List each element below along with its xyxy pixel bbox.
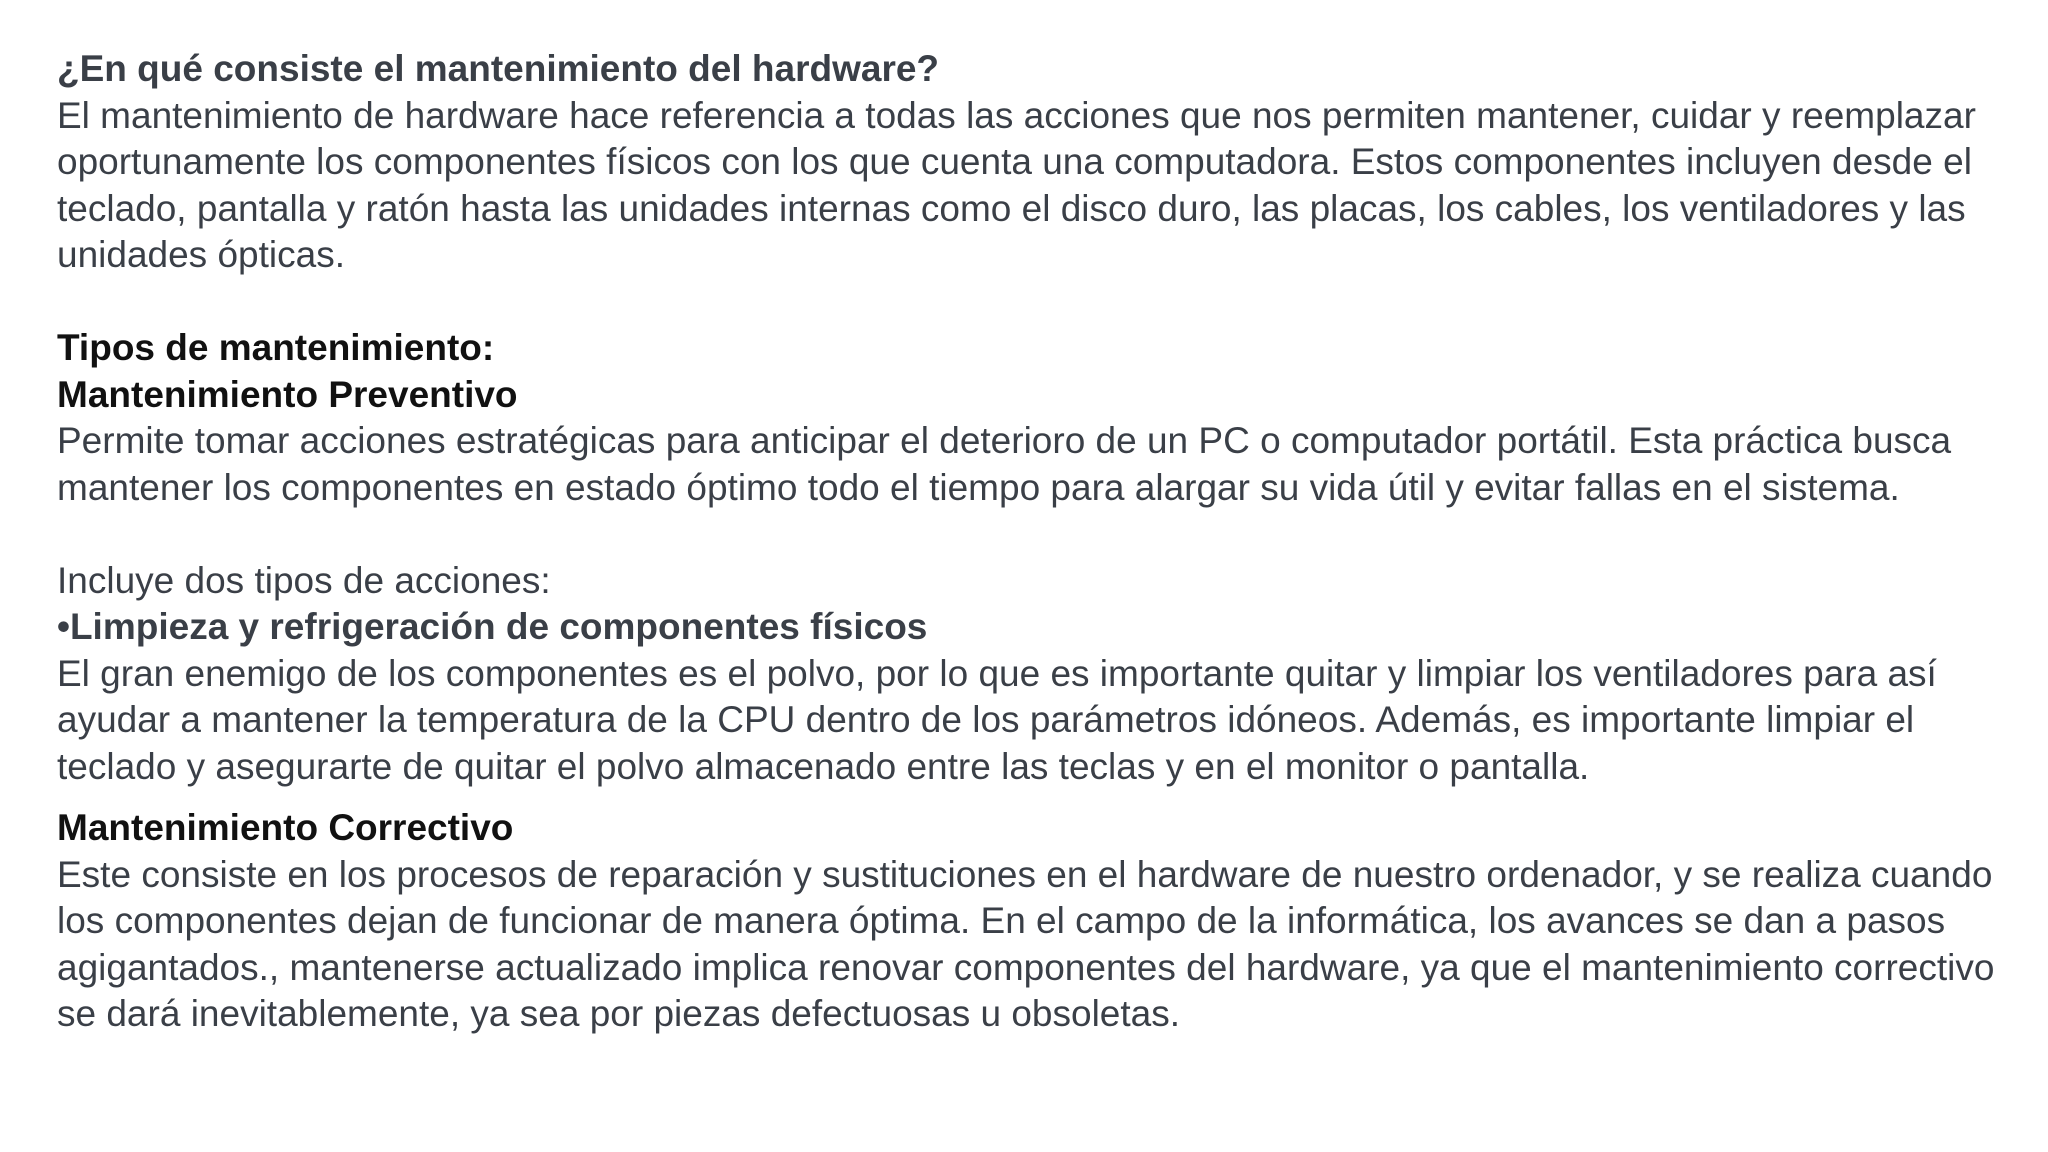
intro-heading: ¿En qué consiste el mantenimiento del hardware? [57,48,940,89]
spacer [57,511,2017,558]
document-body [57,46,2017,1038]
actions-intro: Incluye dos tipos de acciones: [57,559,551,601]
preventive-paragraph: Permite tomar acciones estratégicas para anticipar el deterioro de un PC o computador portátil. Esta práctica busca mantener los componentes en estado óptimo todo el tiempo para alargar su vida útil y evitar fallas en el sistema. [57,420,1952,508]
spacer [57,279,2017,326]
action-cleaning-paragraph: El gran enemigo de los componentes es el polvo, por lo que es importante quitar y limpiar los ventiladores para así ayudar a mantener la temperatura de la CPU dentro de los parámetros idóneos. Además, es importante limpiar el teclado y asegurarte de quitar el polvo almacenado entre las teclas y en el monitor o pantalla. [57,652,1937,787]
preventive-heading: Mantenimiento Preventivo [57,373,518,415]
action-cleaning-heading: •Limpieza y refrigeración de componentes físicos [57,606,928,647]
spacer [57,790,2017,805]
corrective-heading: Mantenimiento Correctivo [57,807,514,848]
types-heading: Tipos de mantenimiento: [57,327,495,368]
corrective-paragraph: Este consiste en los procesos de reparación y sustituciones en el hardware de nuestro ordenador, y se realiza cuando los componentes dejan de funcionar de manera óptima. En el campo de la informática, los avances se dan a pasos agigantados., mantenerse actualizado implica renovar componentes del hardware, ya que el mantenimiento correctivo se dará inevitablemente, ya sea por piezas defectuosas u obsoletas. [57,853,1995,1034]
intro-paragraph: El mantenimiento de hardware hace referencia a todas las acciones que nos permiten mantener, cuidar y reemplazar oportunamente los componentes físicos con los que cuenta una computadora. Estos componentes incluyen desde el teclado, pantalla y ratón hasta las unidades internas como el disco duro, las placas, los cables, los ventiladores y las unidades ópticas. [57,94,1976,275]
